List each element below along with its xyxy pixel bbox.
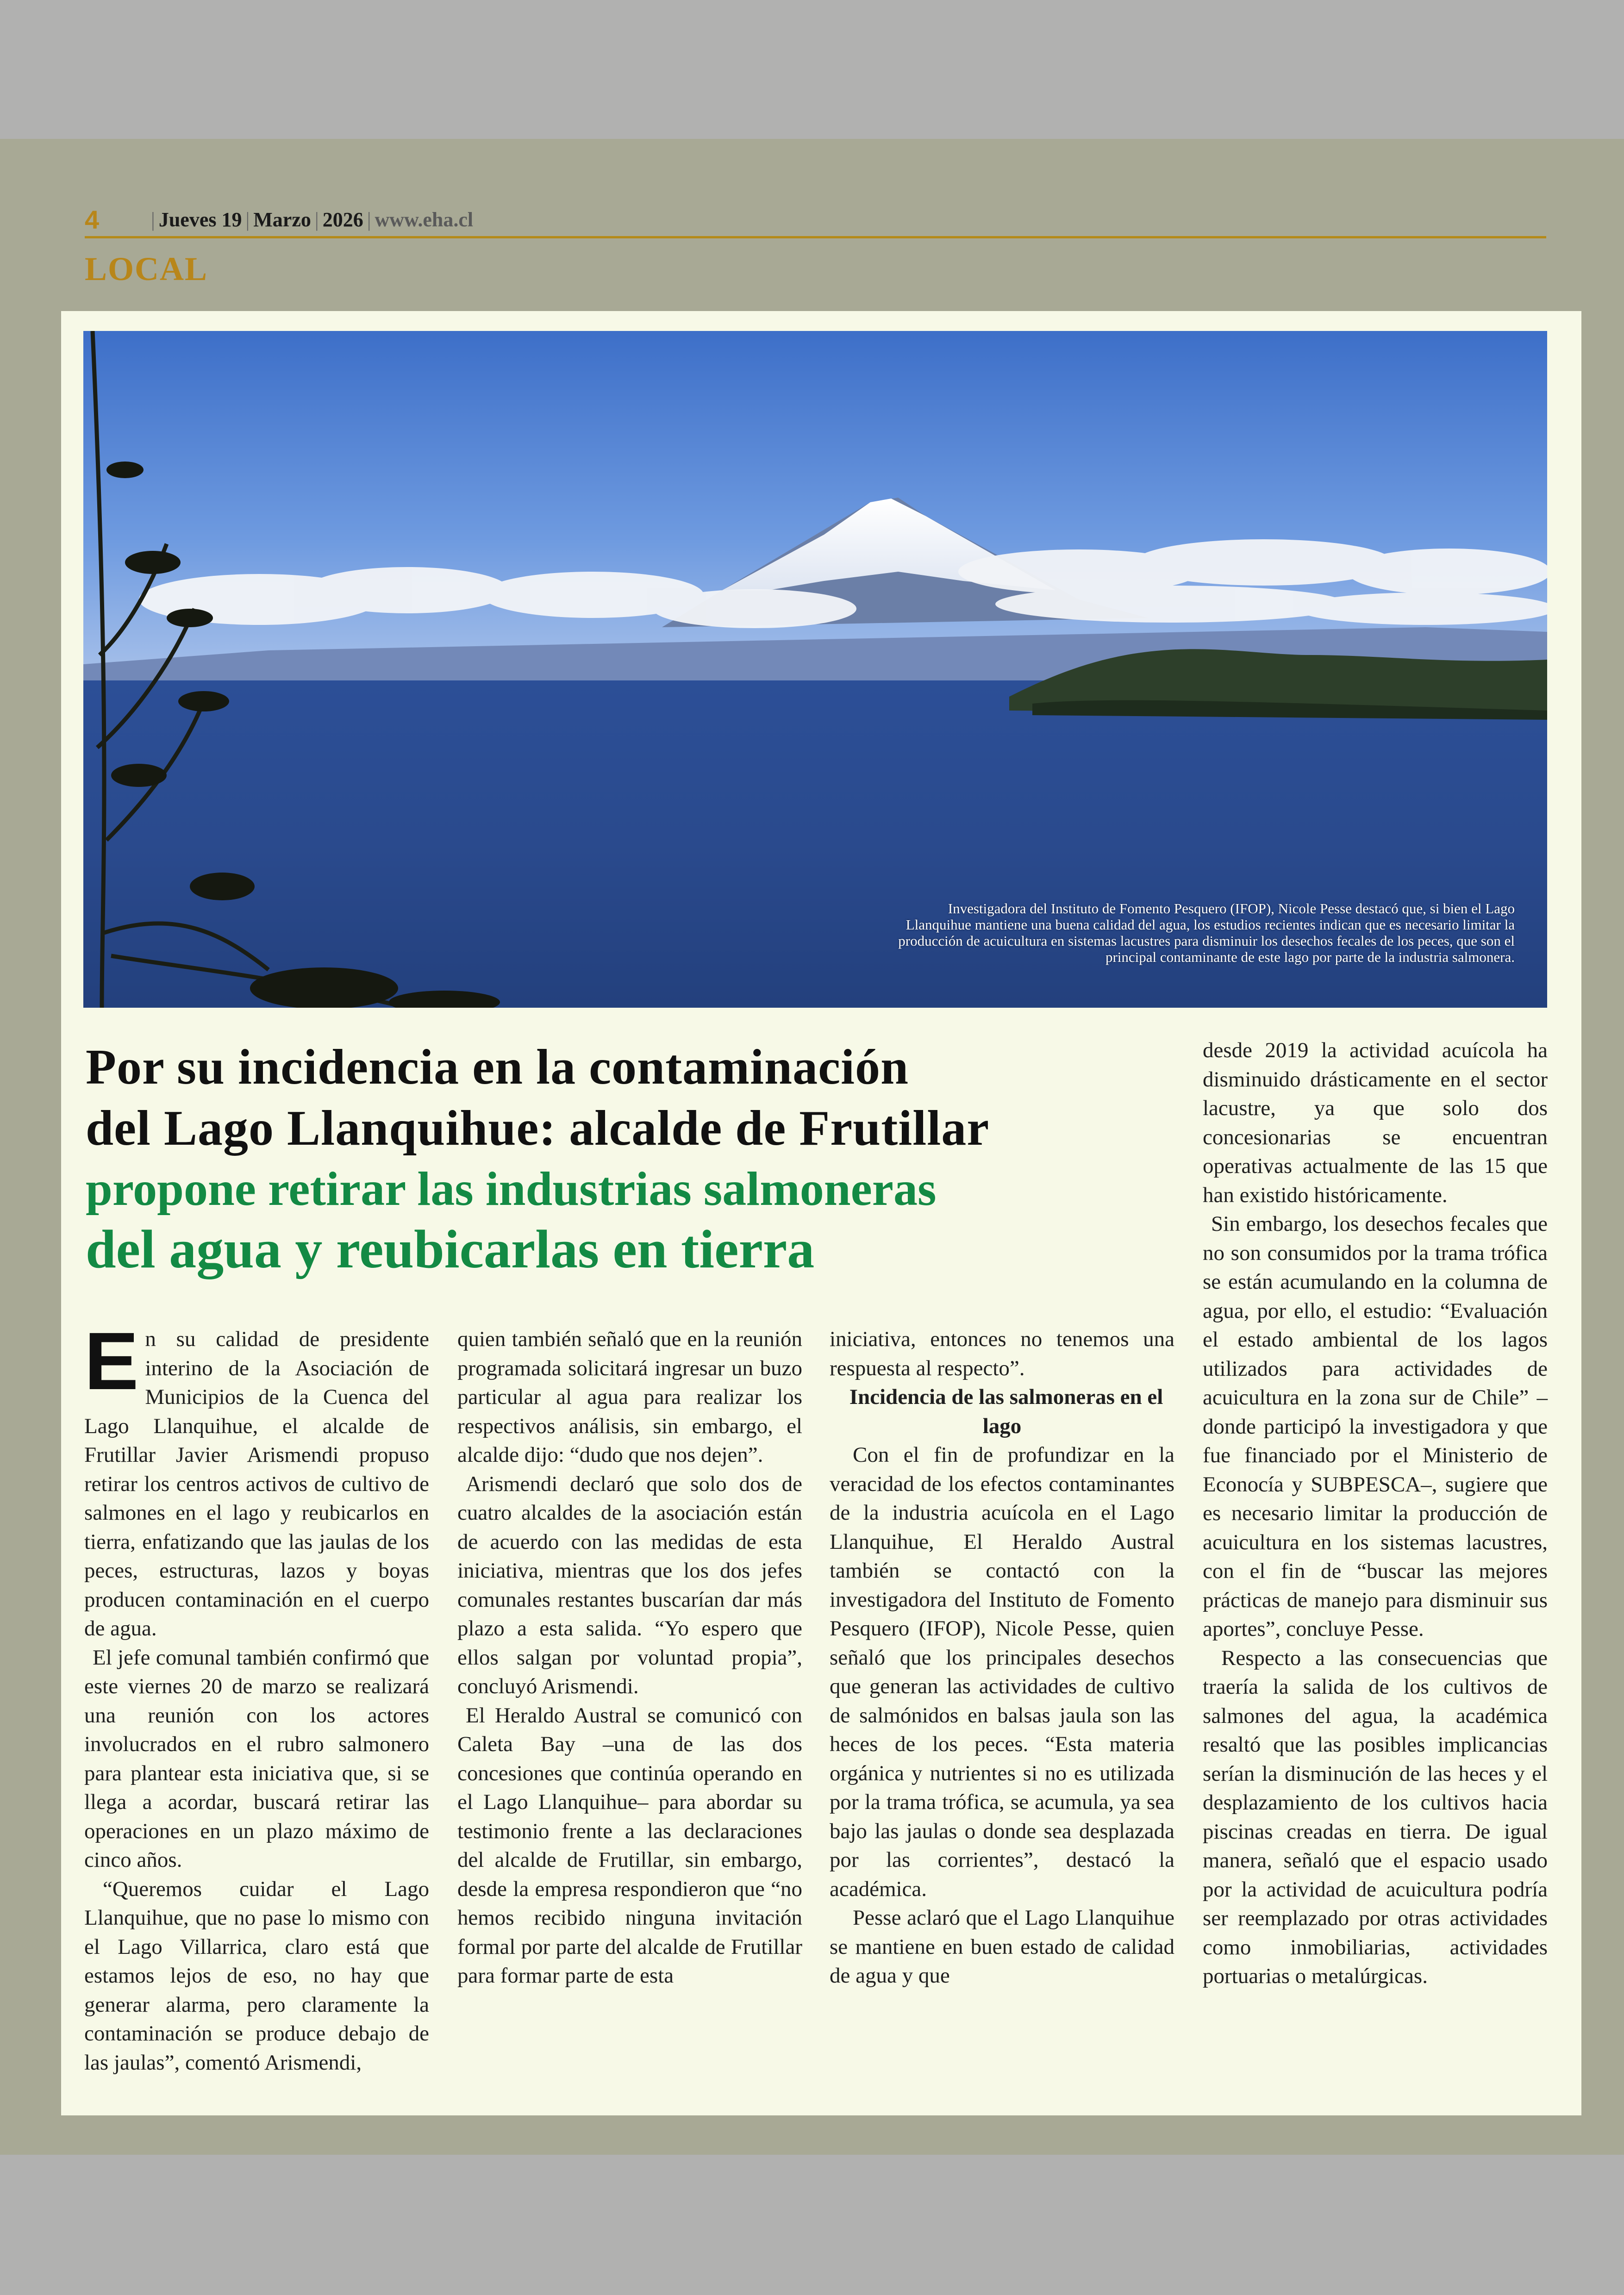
headline <box>86 1037 1187 1279</box>
paragraph: quien también señaló que en la reunión programada solicitará ingresar un buzo particular al agua para realizar los respectivos análisis, sin embargo, el alcalde dijo: “dudo que nos dejen”. <box>457 1327 802 1467</box>
paragraph: Pesse aclaró que el Lago Llanquihue se mantiene en buen estado de calidad de agua y que <box>830 1906 1174 1988</box>
headline-line-4: del agua y reubicarlas en tierra <box>86 1219 815 1279</box>
paragraph <box>84 1316 429 1643</box>
year: 2026 <box>322 208 363 231</box>
article-column-2 <box>457 1325 802 1990</box>
paragraph: desde 2019 la actividad acuícola ha disminuido drásticamente en el sector lacustre, ya que solo dos concesionarias se encuentran operativas actualmente de las 15 que han existido históricamente. <box>1203 1038 1548 1207</box>
headline-line-2: del Lago Llanquihue: alcalde de Frutillar <box>86 1101 990 1156</box>
article-column-4 <box>1203 1036 1548 1991</box>
paragraph: Respecto a las consecuencias que traería la salida de los cultivos de salmones del agua, la académica resaltó que las posibles implicancias serían la disminución de las heces y el desplazamiento de los cultivos hacia piscinas creadas en tierra. De igual manera, señaló que el espacio usado por la actividad de acuicultura podría ser reemplazado por otras actividades como inmobiliarias, actividades portuarias o metalúrgicas. <box>1203 1646 1548 1988</box>
article-column-3 <box>830 1325 1174 1990</box>
section-label: LOCAL <box>85 250 208 287</box>
dateline: | Jueves 19 | Marzo | 2026 | www.eha.cl <box>151 208 474 231</box>
article-column-1 <box>84 1316 429 2077</box>
paragraph: iniciativa, entonces no tenemos una respuesta al respecto”. <box>830 1327 1174 1380</box>
subheading: Incidencia de las salmoneras en el lago <box>849 1385 1163 1438</box>
headline-black <box>86 1037 1187 1159</box>
page-number: 4 <box>85 205 100 234</box>
month: Marzo <box>253 208 311 231</box>
lake-volcano-photo <box>83 331 1547 1008</box>
paragraph-text: n su calidad de presidente interino de la Asociación de Municipios de la Cuenca del Lago Llanquihue, el alcalde de Frutillar Javier Arismendi propuso retirar los centros activos de cultivo de salmones en el lago y reubicarlos en tierra, enfatizando que las jaulas de los peces, estructuras, lazos y boyas producen contaminación en el cuerpo de agua. <box>84 1327 429 1640</box>
paragraph: Sin embargo, los desechos fecales que no son consumidos por la trama trófica se están acumulando en la columna de agua, por ello, el estudio: “Evaluación el estado ambiental de los lagos utilizados para actividades de acuicultura en la zona sur de Chile” –donde participó la investigadora y que fue financiado por el Ministerio de Econocía y SUBPESCA–, sugiere que es necesario limitar la producción de acuicultura en los sistemas lacustres, con el fin de “buscar las mejores prácticas de manejo para disminuir sus aportes”, concluye Pesse. <box>1203 1212 1548 1641</box>
weekday: Jueves 19 <box>158 208 242 231</box>
page-header <box>85 204 1546 238</box>
headline-green <box>86 1159 1187 1279</box>
headline-line-1: Por su incidencia en la contaminación <box>86 1040 909 1095</box>
photo-caption: Investigadora del Instituto de Fomento Pesquero (IFOP), Nicole Pesse destacó que, si bien el Lago Llanquihue mantiene una buena calidad del agua, los estudios recientes indican que es necesario limitar la producción de acuicultura en sistemas lacustres para disminuir los desechos fecales de los peces, que son el principal contaminante de este lago por parte de la industria salmonera. <box>898 900 1515 965</box>
paragraph: “Queremos cuidar el Lago Llanquihue, que no pase lo mismo con el Lago Villarrica, claro está que estamos lejos de eso, no hay que generar alarma, pero claramente la contaminación se produce debajo de las jaulas”, comentó Arismendi, <box>84 1877 429 2075</box>
paragraph: El Heraldo Austral se comunicó con Caleta Bay –una de las dos concesiones que continúa operando en el Lago Llanquihue– para abordar su testimonio frente a las declaraciones del alcalde de Frutillar, sin embargo, desde la empresa respondieron que “no hemos recibido ninguna invitación formal por parte del alcalde de Frutillar para formar parte de esta <box>457 1703 802 1988</box>
paragraph: Con el fin de profundizar en la veracidad de los efectos contaminantes de la industria acuícola en el Lago Llanquihue, El Heraldo Austral también se contactó con la investigadora del Instituto de Fomento Pesquero (IFOP), Nicole Pesse, quien señaló que los principales desechos que generan las actividades de cultivo de salmónidos en balsas jaula son las heces de los peces. “Esta materia orgánica y nutrientes si no es utilizada por la trama trófica, se acumula, ya sea bajo las jaulas o donde sea desplazada por las corrientes”, destacó la académica. <box>830 1443 1174 1901</box>
headline-line-3: propone retirar las industrias salmoneras <box>86 1162 937 1216</box>
drop-cap: E <box>84 1316 139 1407</box>
website-link[interactable]: www.eha.cl <box>375 208 474 231</box>
paragraph: Arismendi declaró que solo dos de cuatro alcaldes de la asociación están de acuerdo con las medidas de esta iniciativa, mientras que los dos jefes comunales restantes buscarían dar más plazo a esta salida. “Yo espero que ellos salgan por voluntad propia”, concluyó Arismendi. <box>457 1472 802 1698</box>
paragraph: El jefe comunal también confirmó que este viernes 20 de marzo se realizará una reunión con los actores involucrados en el rubro salmonero para plantear esta iniciativa que, si se llega a acordar, buscará retirar las operaciones en un plazo máximo de cinco años. <box>84 1645 429 1872</box>
